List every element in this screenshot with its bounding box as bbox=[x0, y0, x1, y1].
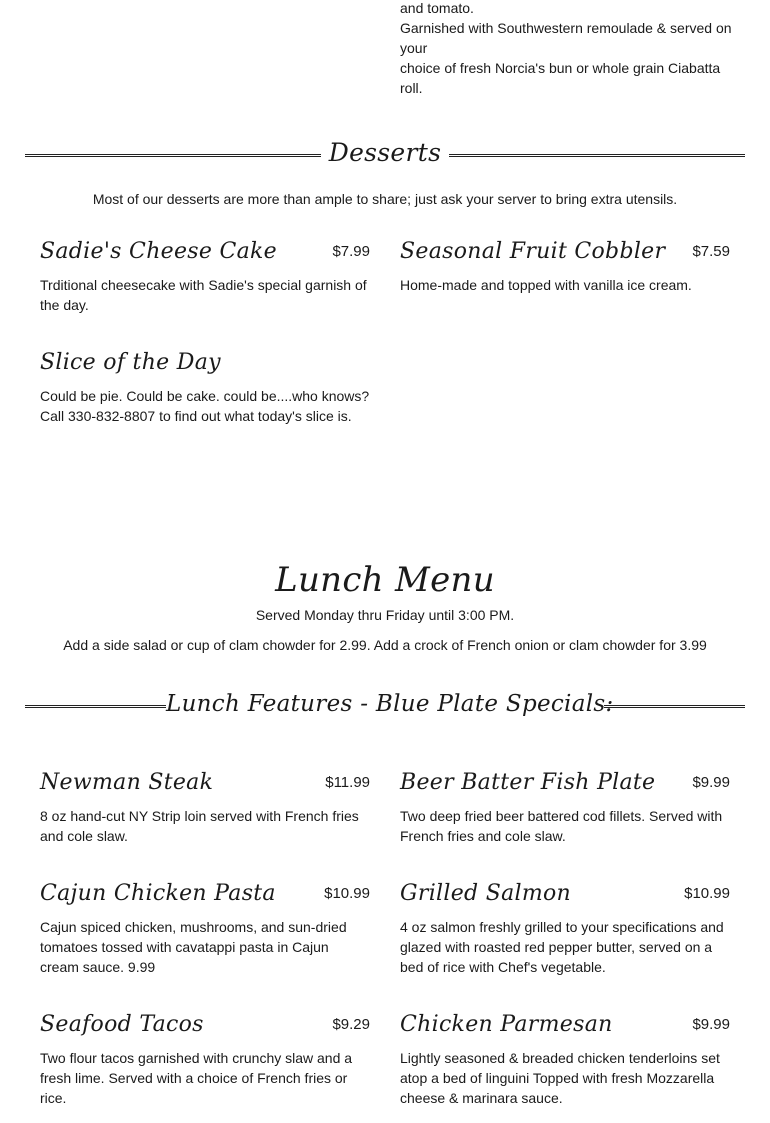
menu-item-name: Seafood Tacos bbox=[40, 1012, 204, 1037]
section-heading-desserts: Desserts bbox=[328, 138, 442, 167]
menu-item-name: Seasonal Fruit Cobbler bbox=[400, 239, 666, 264]
menu-item-description: Two flour tacos garnished with crunchy slaw and a fresh lime. Served with a choice of French fries or rice. bbox=[40, 1050, 353, 1106]
menu-item-name: Sadie's Cheese Cake bbox=[40, 239, 278, 264]
top-partial-description bbox=[400, 0, 740, 98]
menu-item-name: Grilled Salmon bbox=[400, 881, 571, 906]
menu-item-price: $7.59 bbox=[692, 243, 730, 260]
lunch-addon-note: Add a side salad or cup of clam chowder for 2.99. Add a crock of French onion or clam chowder for 3.99 bbox=[63, 637, 707, 653]
menu-item-price: $10.99 bbox=[684, 885, 730, 902]
desc-line: Garnished with Southwestern remoulade & served on bbox=[400, 20, 732, 36]
menu-item-name: Beer Batter Fish Plate bbox=[400, 770, 656, 795]
menu-item-description: 4 oz salmon freshly grilled to your specifications and glazed with roasted red pepper butter, served on a bed of rice with Chef's vegetable. bbox=[400, 919, 724, 975]
menu-item-description: Could be pie. Could be cake. could be....who knows? Call 330-832-8807 to find out what today's slice is. bbox=[40, 388, 370, 424]
menu-item-description: Lightly seasoned & breaded chicken tenderloins set atop a bed of linguini Topped with fresh Mozzarella cheese & marinara sauce. bbox=[400, 1050, 720, 1106]
desc-line: roll. bbox=[400, 80, 423, 96]
menu-item-description: Home-made and topped with vanilla ice cream. bbox=[400, 277, 692, 293]
desc-line: choice of fresh Norcia's bun or whole grain Ciabatta bbox=[400, 60, 721, 76]
menu-item-description: Trditional cheesecake with Sadie's special garnish of the day. bbox=[40, 277, 367, 313]
menu-item-price: $9.99 bbox=[692, 774, 730, 791]
menu-item-description: 8 oz hand-cut NY Strip loin served with French fries and cole slaw. bbox=[40, 808, 359, 844]
menu-item-price: $9.99 bbox=[692, 1016, 730, 1033]
divider-left bbox=[25, 154, 321, 157]
menu-item-price: $7.99 bbox=[332, 243, 370, 260]
desserts-note: Most of our desserts are more than ample to share; just ask your server to bring extra utensils. bbox=[92, 191, 678, 207]
menu-item-price: $9.29 bbox=[332, 1016, 370, 1033]
menu-item-name: Cajun Chicken Pasta bbox=[40, 881, 276, 906]
menu-item-price: $11.99 bbox=[325, 774, 370, 791]
section-heading-lunch-features: Lunch Features - Blue Plate Specials: bbox=[166, 691, 614, 717]
menu-item-name: Slice of the Day bbox=[40, 350, 221, 375]
lunch-served-note: Served Monday thru Friday until 3:00 PM. bbox=[255, 607, 515, 623]
menu-item-description: Two deep fried beer battered cod fillets. Served with French fries and cole slaw. bbox=[400, 808, 723, 844]
menu-item-description: Cajun spiced chicken, mushrooms, and sun-dried tomatoes tossed with cavatappi pasta in Cajun cream sauce. 9.99 bbox=[40, 919, 347, 975]
divider-left bbox=[25, 705, 166, 708]
menu-item-name: Chicken Parmesan bbox=[400, 1012, 613, 1037]
menu-item-name: Newman Steak bbox=[40, 770, 214, 795]
desc-line: and tomato. bbox=[400, 0, 474, 16]
divider-right bbox=[449, 154, 745, 157]
divider-right bbox=[604, 705, 745, 708]
desc-line: your bbox=[400, 40, 428, 56]
page-title-lunch-menu: Lunch Menu bbox=[275, 560, 495, 600]
menu-item-price: $10.99 bbox=[324, 885, 370, 902]
